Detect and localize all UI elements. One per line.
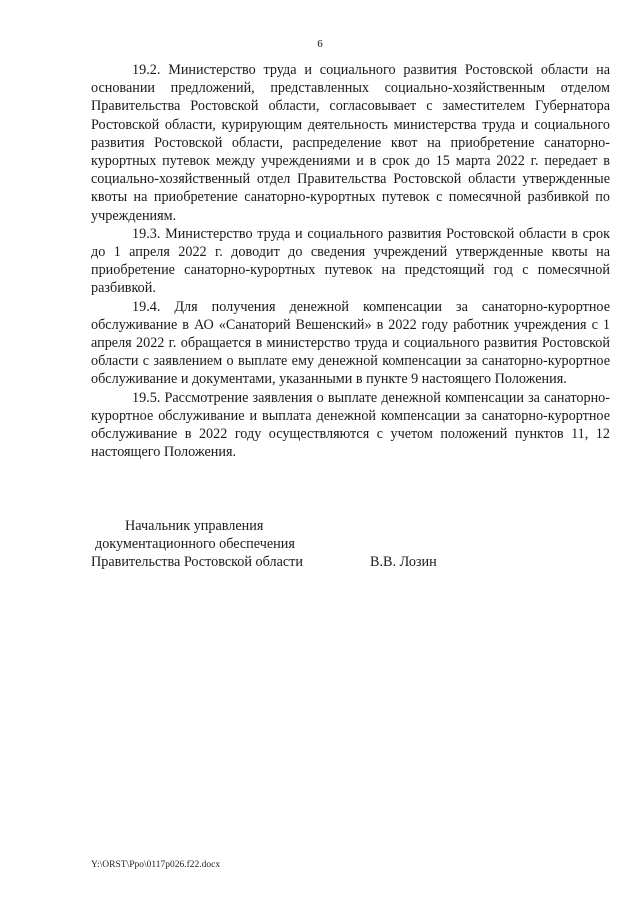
footer-file-path: Y:\ORST\Ppo\0117p026.f22.docx xyxy=(91,860,221,870)
signatory-name: В.В. Лозин xyxy=(370,554,437,571)
document-body xyxy=(91,61,610,461)
page-number: 6 xyxy=(317,38,323,50)
paragraph-19-4: 19.4. Для получения денежной компенсации за санаторно-курортное обслуживание в АО «Санаторий Вешенский» в 2022 году работник учреждения с 1 апреля 2022 г. обращается в министерство труда и социального развития Ростовской области с заявлением о выплате ему денежной компенсации за санаторно-курортное обслуживание и документами, указанными в пункте 9 настоящего Положения. xyxy=(91,298,610,388)
paragraph-19-3: 19.3. Министерство труда и социального развития Ростовской области в срок до 1 апреля 2022 г. доводит до сведения учреждений утвержденные квоты на приобретение санаторно-курортных путевок на предстоящий год с помесячной разбивкой. xyxy=(91,225,610,297)
signature-position-line-3 xyxy=(91,553,610,571)
paragraph-19-2: 19.2. Министерство труда и социального развития Ростовской области на основании предложений, представленных социально-хозяйственным отделом Правительства Ростовской области, согласовывает с заместителем Губернатора Ростовской области, курирующим деятельность министерства труда и социального развития Ростовской области, распределение квот на приобретение санаторно-курортных путевок между учреждениями и в срок до 15 марта 2022 г. передает в социально-хозяйственный отдел Правительства Ростовской области утвержденные квоты на приобретение санаторно-курортных путевок с помесячной разбивкой по учреждениям. xyxy=(91,62,610,224)
signature-position-text: Правительства Ростовской области xyxy=(91,554,303,571)
signature-position-line-2: документационного обеспечения xyxy=(95,536,295,553)
signature-position-line-1: Начальник управления xyxy=(125,518,264,534)
signature-block xyxy=(91,517,610,572)
paragraph-19-5: 19.5. Рассмотрение заявления о выплате денежной компенсации за санаторно-курортное обслуживание и выплата денежной компенсации за санаторно-курортное обслуживание в 2022 году осуществляются с учетом положений пунктов 11, 12 настоящего Положения. xyxy=(91,389,610,461)
